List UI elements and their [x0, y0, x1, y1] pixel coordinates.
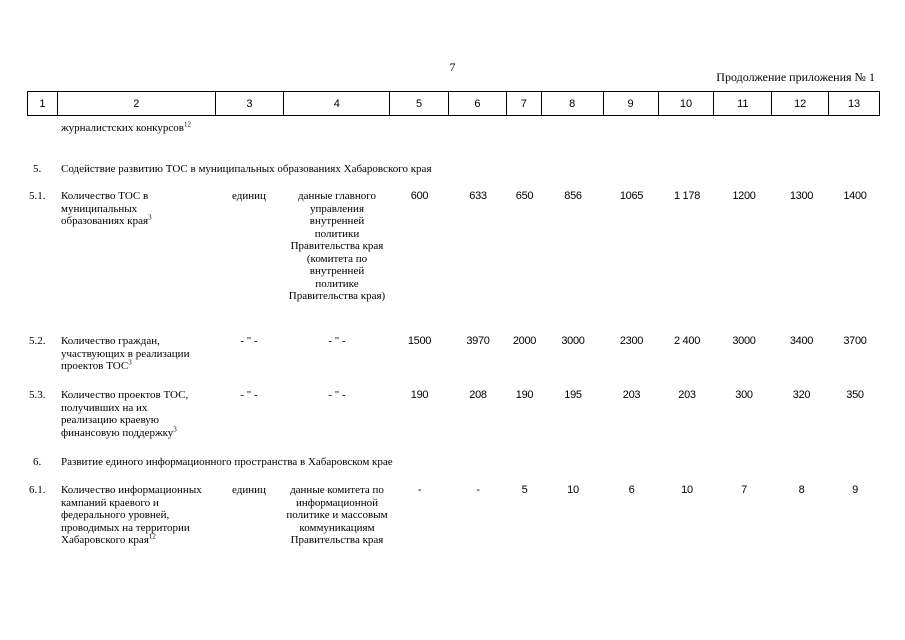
value-cell: 2000 [512, 335, 537, 347]
value-cell: 203 [678, 389, 696, 401]
value-cell: 208 [469, 389, 487, 401]
column-header: 10 [659, 92, 715, 115]
value-cell: 190 [410, 389, 429, 401]
value-cell: 195 [564, 389, 582, 401]
data-source: данные главного управления внутренней политики Правительства края (комитета по внутренней политике Правительства края) [288, 190, 386, 302]
value-cell: 8 [798, 484, 805, 496]
column-header: 9 [604, 92, 659, 115]
column-header: 13 [847, 97, 861, 110]
value-cell: - [417, 484, 422, 496]
indicator-name: Количество граждан, участвующих в реализации проектов ТОС$^3$ [61, 335, 190, 372]
value-cell: 1200 [732, 190, 756, 202]
column-header: 6 [449, 92, 507, 115]
value-cell: 1500 [407, 335, 432, 347]
section-title: Содействие развитию ТОС в муниципальных образованиях Хабаровского края [61, 163, 432, 175]
section-number: 6. [33, 456, 42, 468]
value-cell: 7 [741, 484, 747, 496]
continuation-note: Продолжение приложения № 1 [716, 70, 875, 84]
value-cell: 9 [852, 484, 858, 496]
value-cell: 1 178 [673, 190, 701, 202]
column-header: 2 [58, 92, 216, 115]
value-cell: 2 400 [673, 335, 701, 347]
value-cell: 203 [622, 389, 641, 401]
value-cell: 6 [628, 484, 635, 496]
value-cell: 10 [567, 484, 579, 496]
value-cell: - [476, 484, 480, 496]
data-source: данные комитета по информационной политике и массовым коммуникациям Правительства края [286, 484, 388, 546]
indicator-name: Количество ТОС в муниципальных образованиях края$^3$ [61, 190, 152, 227]
value-cell: 3400 [789, 335, 814, 347]
value-cell: 3700 [843, 335, 867, 347]
column-header: 11 [714, 92, 772, 115]
value-cell: 1300 [789, 190, 814, 202]
indicator-name: Количество информационных кампаний краевого и федерального уровней, проводимых на территории Хабаровского края$^{12}$ [61, 484, 202, 546]
row-number: 5.2. [29, 335, 46, 347]
page-number: 7 [449, 60, 456, 74]
column-header: 1 [28, 92, 58, 115]
unit: - " - [240, 335, 258, 347]
row-number: 5.1. [29, 190, 46, 202]
carry-over-text: журналистских конкурсов$^{12}$ [61, 120, 191, 134]
value-cell: 190 [515, 389, 534, 401]
column-header: 8 [542, 92, 604, 115]
value-cell: 3000 [732, 335, 756, 347]
value-cell: 350 [846, 389, 864, 401]
unit: - " - [240, 389, 258, 401]
column-header: 7 [507, 92, 542, 115]
value-cell: 300 [735, 389, 753, 401]
value-cell: 600 [410, 190, 429, 202]
column-header: 5 [390, 92, 449, 115]
row-number: 5.3. [29, 389, 46, 401]
column-header: 12 [772, 92, 829, 115]
value-cell: 633 [469, 190, 487, 202]
value-cell: 3970 [466, 335, 490, 347]
value-cell: 320 [792, 389, 811, 401]
unit: единиц [232, 190, 266, 202]
section-title: Развитие единого информационного пространства в Хабаровском крае [61, 456, 393, 468]
data-source: - " - [328, 335, 346, 347]
unit: единиц [232, 484, 266, 496]
value-cell: 2300 [619, 335, 644, 347]
section-number: 5. [33, 163, 42, 175]
indicator-name: Количество проектов ТОС, получивших на их реализацию краевую финансовую поддержку$^3$ [61, 389, 189, 439]
value-cell: 1400 [843, 190, 867, 202]
row-number: 6.1. [29, 484, 46, 496]
value-cell: 3000 [561, 335, 585, 347]
value-cell: 1065 [619, 190, 644, 202]
column-header-row [27, 91, 880, 116]
data-source: - " - [328, 389, 346, 401]
column-header: 4 [284, 92, 390, 115]
value-cell: 5 [521, 484, 528, 496]
column-header: 3 [216, 92, 285, 115]
value-cell: 650 [515, 190, 534, 202]
value-cell: 856 [564, 190, 582, 202]
value-cell: 10 [681, 484, 693, 496]
